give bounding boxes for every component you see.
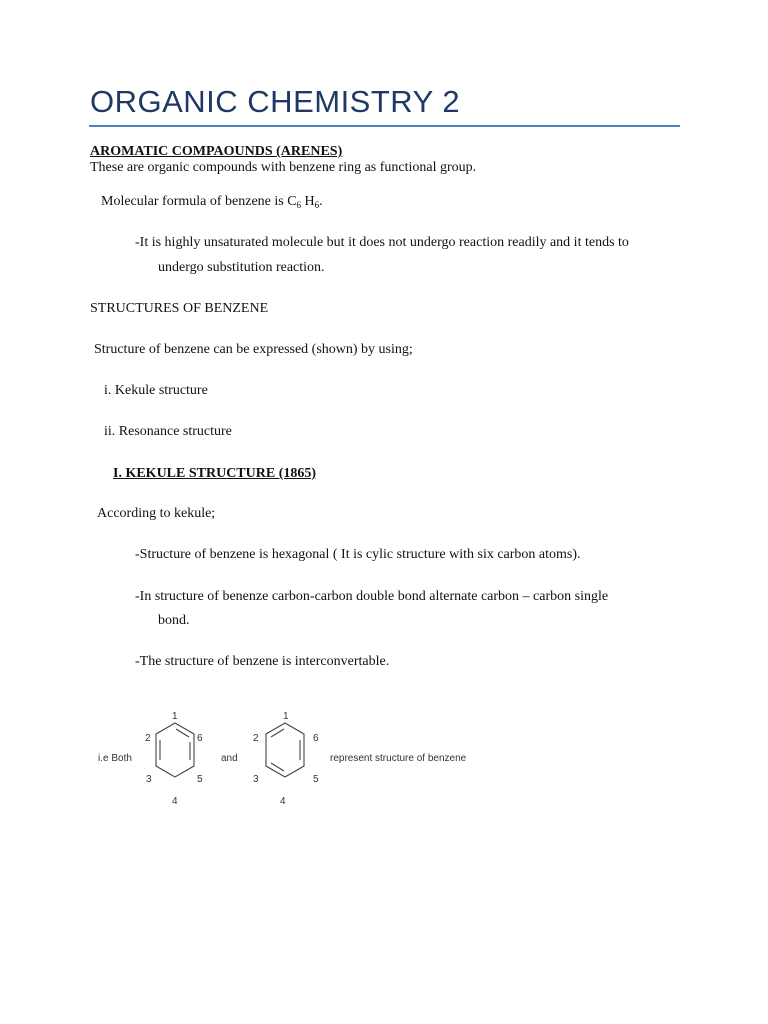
kekule-structures-figure bbox=[90, 700, 510, 810]
structure-item-kekule: i. Kekule structure bbox=[104, 383, 208, 398]
ring-2-num-1: 1 bbox=[283, 711, 289, 722]
kekule-point-2-line-1: -In structure of benenze carbon-carbon double bond alternate carbon – carbon single bbox=[135, 589, 609, 604]
structure-item-resonance: ii. Resonance structure bbox=[104, 424, 232, 439]
benzene-ring-1 bbox=[156, 723, 194, 777]
ring-2-num-5: 5 bbox=[313, 774, 319, 785]
ring-1-num-6: 6 bbox=[197, 733, 203, 744]
kekule-heading: I. KEKULE STRUCTURE (1865) bbox=[113, 466, 317, 481]
structures-heading: STRUCTURES OF BENZENE bbox=[90, 301, 269, 316]
formula-suffix: . bbox=[319, 194, 323, 209]
according-to-kekule: According to kekule; bbox=[97, 506, 216, 521]
structures-intro: Structure of benzene can be expressed (shown) by using; bbox=[94, 342, 413, 357]
aromatic-definition: These are organic compounds with benzene ring as functional group. bbox=[90, 160, 477, 175]
figure-label-represent: represent structure of benzene bbox=[330, 753, 467, 764]
title-underline bbox=[89, 125, 680, 127]
aromatic-heading: AROMATIC COMPAOUNDS (ARENES) bbox=[90, 144, 343, 159]
kekule-point-3: -The structure of benzene is interconvertable. bbox=[135, 654, 390, 669]
page-title: ORGANIC CHEMISTRY 2 bbox=[90, 84, 461, 119]
ring-2-num-2: 2 bbox=[253, 733, 259, 744]
ring-1-num-1: 1 bbox=[172, 711, 178, 722]
ring-1-num-4: 4 bbox=[172, 796, 178, 807]
kekule-point-1: -Structure of benzene is hexagonal ( It is cylic structure with six carbon atoms). bbox=[135, 547, 581, 562]
figure-label-and: and bbox=[221, 753, 238, 764]
formula-h-subscript: 6 bbox=[314, 200, 320, 210]
ring-2-hexagon bbox=[266, 723, 304, 777]
unsaturated-line-2: undergo substitution reaction. bbox=[158, 260, 325, 275]
ring-1-num-2: 2 bbox=[145, 733, 151, 744]
formula-prefix: Molecular formula of benzene is C bbox=[101, 194, 297, 209]
ring-2-num-3: 3 bbox=[253, 774, 259, 785]
molecular-formula bbox=[101, 194, 323, 210]
ring-1-num-5: 5 bbox=[197, 774, 203, 785]
formula-mid: H bbox=[301, 194, 315, 209]
ring-1-num-3: 3 bbox=[146, 774, 152, 785]
benzene-ring-2 bbox=[266, 723, 304, 777]
ring-2-num-6: 6 bbox=[313, 733, 319, 744]
ring-2-num-4: 4 bbox=[280, 796, 286, 807]
unsaturated-line-1: -It is highly unsaturated molecule but it does not undergo reaction readily and it tends to bbox=[135, 235, 629, 250]
kekule-point-2-line-2: bond. bbox=[158, 613, 190, 628]
formula-c-subscript: 6 bbox=[296, 200, 302, 210]
ring-1-hexagon bbox=[156, 723, 194, 777]
figure-label-both: i.e Both bbox=[98, 753, 132, 764]
